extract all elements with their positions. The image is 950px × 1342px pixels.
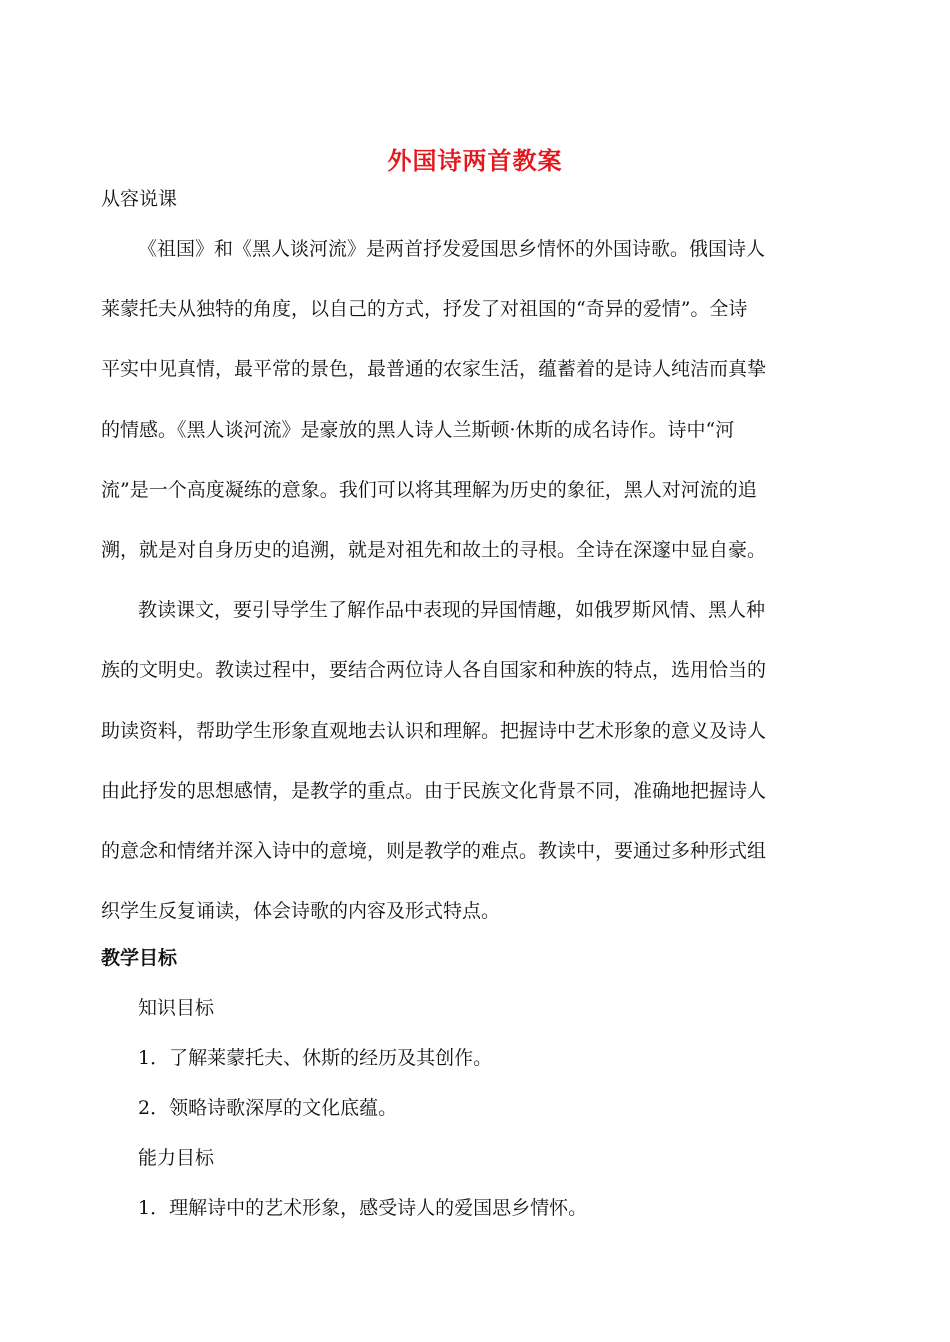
paragraph-line: 族的文明史。教读过程中，要结合两位诗人各自国家和种族的特点，选用恰当的: [101, 659, 767, 681]
paragraph-line: 教读课文，要引导学生了解作品中表现的异国情趣，如俄罗斯风情、黑人种: [138, 599, 766, 621]
paragraph-line: 的情感。《黑人谈河流》是豪放的黑人诗人兰斯顿·休斯的成名诗作。诗中“河: [101, 419, 735, 441]
paragraph-line: 由此抒发的思想感情，是教学的重点。由于民族文化背景不同，准确地把握诗人: [101, 780, 767, 802]
paragraph-line: 平实中见真情，最平常的景色，最普通的农家生活，蕴蓄着的是诗人纯洁而真挚: [101, 358, 767, 380]
knowledge-goal-item: 2．领略诗歌深厚的文化底蕴。: [138, 1097, 398, 1119]
document-title: 外国诗两首教案: [387, 147, 563, 175]
paragraph-line: 莱蒙托夫从独特的角度，以自己的方式，抒发了对祖国的“奇异的爱情”。全诗: [101, 298, 748, 320]
paragraph-line: 助读资料，帮助学生形象直观地去认识和理解。把握诗中艺术形象的意义及诗人: [101, 720, 767, 742]
subtitle: 从容说课: [101, 188, 178, 210]
ability-goal-item: 1．理解诗中的艺术形象，感受诗人的爱国思乡情怀。: [138, 1197, 588, 1219]
paragraph-line: 溯，就是对自身历史的追溯，就是对祖先和故土的寻根。全诗在深邃中显自豪。: [101, 539, 767, 561]
section-heading: 教学目标: [101, 947, 178, 969]
knowledge-goal-label: 知识目标: [138, 997, 215, 1019]
knowledge-goal-item: 1．了解莱蒙托夫、休斯的经历及其创作。: [138, 1047, 493, 1069]
paragraph-line: 织学生反复诵读，体会诗歌的内容及形式特点。: [101, 900, 501, 922]
paragraph-line: 《祖国》和《黑人谈河流》是两首抒发爱国思乡情怀的外国诗歌。俄国诗人: [138, 238, 766, 260]
ability-goal-label: 能力目标: [138, 1147, 215, 1169]
paragraph-line: 流”是一个高度凝练的意象。我们可以将其理解为历史的象征，黑人对河流的追: [101, 479, 757, 501]
paragraph-line: 的意念和情绪并深入诗中的意境，则是教学的难点。教读中，要通过多种形式组: [101, 840, 767, 862]
